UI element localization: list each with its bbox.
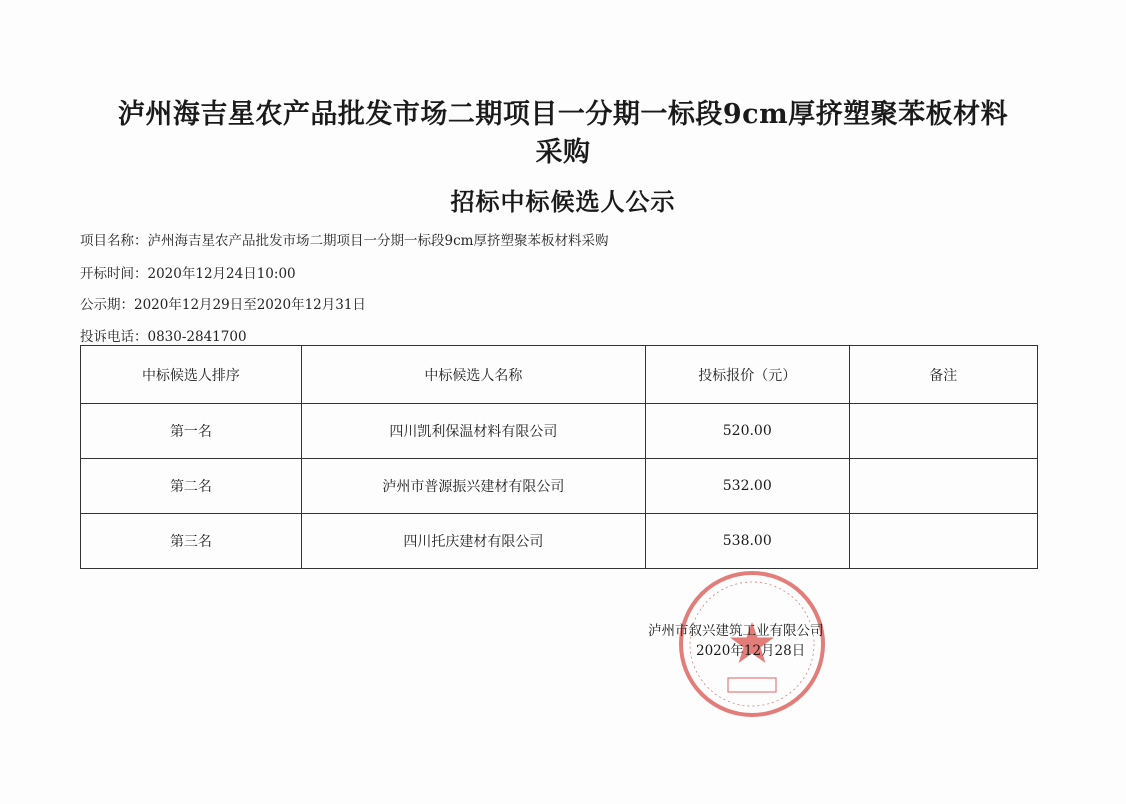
table-row (81, 514, 1038, 569)
header-bid-price: 投标报价（元） (645, 346, 849, 404)
cell-candidate-name: 四川凯利保温材料有限公司 (301, 404, 645, 459)
title-line-2: 采购 (535, 137, 591, 168)
header-candidate-name: 中标候选人名称 (301, 346, 645, 404)
signature-company: 泸州市叙兴建筑工业有限公司 (648, 623, 824, 639)
title-line-1: 泸州海吉星农产品批发市场二期项目一分期一标段9cm厚挤塑聚苯板材料 (117, 99, 1009, 130)
signature-block (648, 621, 824, 661)
cell-bid-price: 532.00 (645, 459, 849, 514)
candidate-table (80, 345, 1038, 569)
cell-rank: 第二名 (81, 459, 302, 514)
project-name: 项目名称：泸州海吉星农产品批发市场二期项目一分期一标段9cm厚挤塑聚苯板材料采购 (80, 233, 609, 249)
cell-bid-price: 538.00 (645, 514, 849, 569)
publicity-period: 公示期：2020年12月29日至2020年12月31日 (80, 297, 366, 313)
header-remarks: 备注 (849, 346, 1037, 404)
cell-remarks (849, 514, 1037, 569)
document-title (60, 96, 1066, 172)
cell-remarks (849, 459, 1037, 514)
table-header-row (81, 346, 1038, 404)
bid-opening-time: 开标时间：2020年12月24日10:00 (80, 266, 296, 282)
table-row (81, 404, 1038, 459)
cell-candidate-name: 泸州市普源振兴建材有限公司 (301, 459, 645, 514)
cell-rank: 第一名 (81, 404, 302, 459)
complaint-phone: 投诉电话：0830-2841700 (80, 329, 247, 345)
cell-remarks (849, 404, 1037, 459)
header-rank: 中标候选人排序 (81, 346, 302, 404)
signature-date: 2020年12月28日 (696, 643, 806, 659)
cell-bid-price: 520.00 (645, 404, 849, 459)
table-row (81, 459, 1038, 514)
document-subtitle: 招标中标候选人公示 (450, 187, 676, 216)
cell-candidate-name: 四川托庆建材有限公司 (301, 514, 645, 569)
cell-rank: 第三名 (81, 514, 302, 569)
